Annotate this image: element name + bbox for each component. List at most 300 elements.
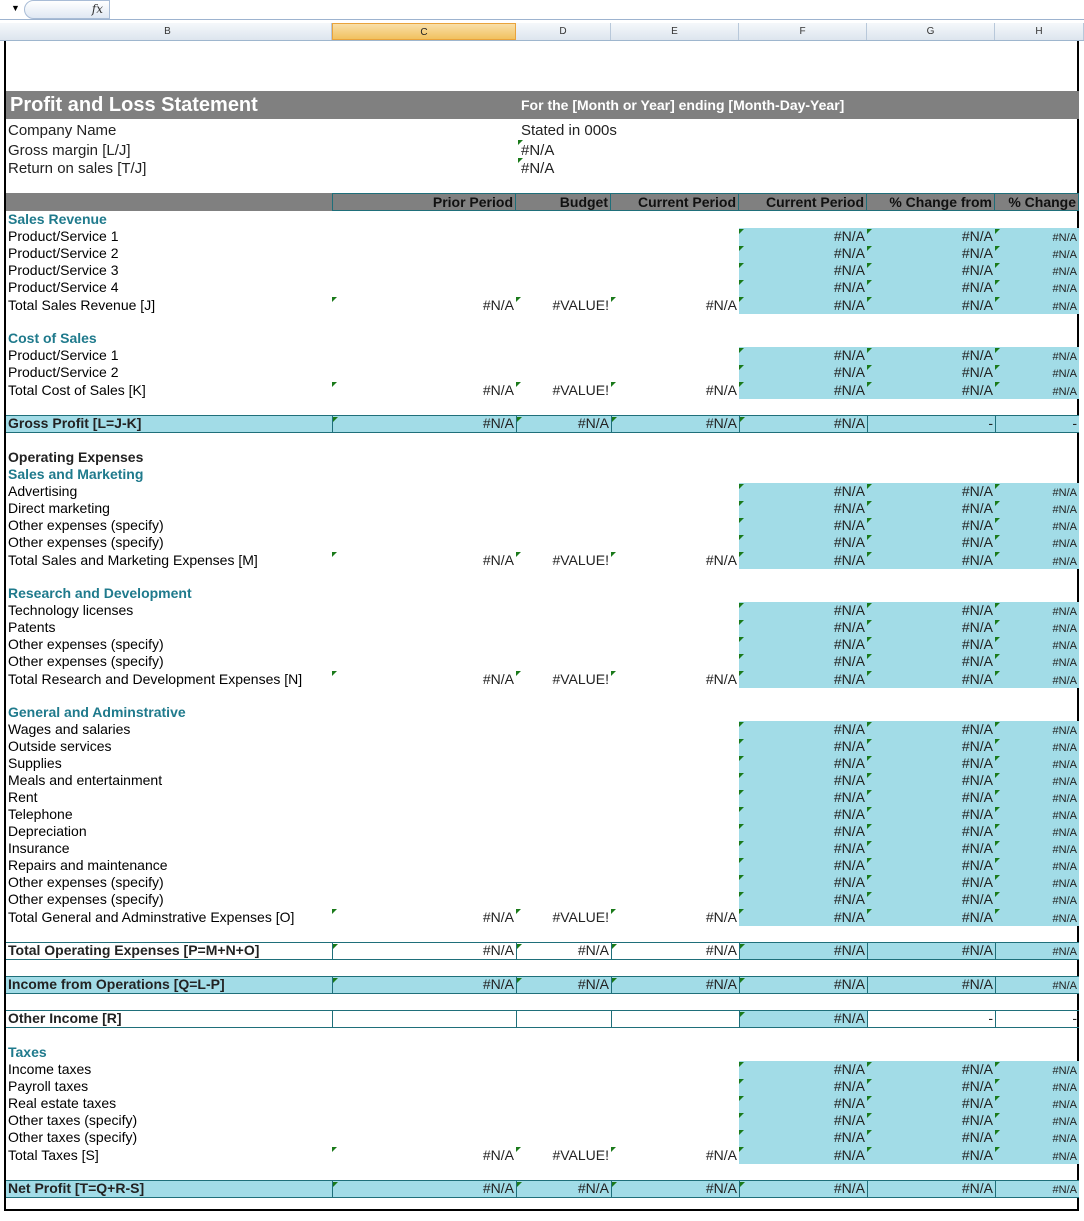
cell-g[interactable]: #N/A <box>867 806 995 823</box>
cell-e[interactable] <box>611 1011 739 1027</box>
cell-f[interactable]: #N/A <box>739 416 867 432</box>
error-indicator-icon <box>867 909 872 914</box>
cell-g[interactable]: #N/A <box>867 245 995 262</box>
cell-e[interactable]: #N/A <box>611 943 739 959</box>
table-row <box>6 551 1079 569</box>
cell-g[interactable]: #N/A <box>867 857 995 874</box>
cell-f[interactable]: #N/A <box>739 551 867 569</box>
cell-h[interactable]: - <box>995 1011 1079 1027</box>
gross-margin-value[interactable]: #N/A <box>521 142 555 159</box>
cell-c[interactable]: #N/A <box>332 1146 516 1164</box>
error-indicator-icon <box>867 348 872 353</box>
cell-f[interactable]: #N/A <box>739 823 867 840</box>
cell-h[interactable]: #N/A <box>995 1112 1079 1129</box>
error-indicator-icon <box>332 671 337 676</box>
cell-f[interactable]: #N/A <box>739 228 867 245</box>
cell-c[interactable]: #N/A <box>332 943 516 959</box>
error-indicator-icon <box>867 841 872 846</box>
error-indicator-icon <box>739 841 744 846</box>
error-indicator-icon <box>332 552 337 557</box>
cell-c[interactable]: #N/A <box>332 1181 516 1197</box>
error-indicator-icon <box>995 620 1000 625</box>
row-label[interactable]: Cost of Sales <box>8 330 97 346</box>
table-row <box>6 1010 1079 1028</box>
row-label[interactable]: Product/Service 3 <box>8 262 119 278</box>
cell-g[interactable]: #N/A <box>867 874 995 891</box>
cell-f[interactable]: #N/A <box>739 977 867 993</box>
cell-g[interactable]: #N/A <box>867 517 995 534</box>
cell-e[interactable]: #N/A <box>611 296 739 314</box>
table-row <box>6 449 1079 466</box>
cell-f[interactable]: #N/A <box>739 653 867 670</box>
cell-f[interactable]: #N/A <box>739 840 867 857</box>
cell-h[interactable]: #N/A <box>995 721 1079 738</box>
insert-function-button[interactable] <box>24 0 110 19</box>
cell-g[interactable]: #N/A <box>867 891 995 908</box>
cell-h[interactable]: #N/A <box>995 1078 1079 1095</box>
error-indicator-icon <box>611 909 616 914</box>
cell-h[interactable]: #N/A <box>995 891 1079 908</box>
table-row <box>6 1180 1079 1198</box>
cell-f[interactable]: #N/A <box>739 1011 867 1027</box>
cell-f[interactable]: #N/A <box>739 636 867 653</box>
cell-g[interactable]: #N/A <box>867 670 995 688</box>
cell-f[interactable]: #N/A <box>739 943 867 959</box>
column-header-f[interactable]: F <box>739 23 867 40</box>
cell-g[interactable]: #N/A <box>867 789 995 806</box>
worksheet[interactable] <box>4 41 1079 1211</box>
error-indicator-icon <box>867 484 872 489</box>
cell-h[interactable]: #N/A <box>995 943 1079 959</box>
error-indicator-icon <box>995 1079 1000 1084</box>
table-row <box>6 466 1079 483</box>
cell-h[interactable]: #N/A <box>995 262 1079 279</box>
row-label[interactable]: Insurance <box>8 840 70 856</box>
error-indicator-icon <box>612 978 617 983</box>
table-row <box>6 500 1079 517</box>
row-label[interactable]: Direct marketing <box>8 500 110 516</box>
cell-g[interactable]: #N/A <box>867 483 995 500</box>
cell-h[interactable]: #N/A <box>995 500 1079 517</box>
row-label[interactable]: Total Operating Expenses [P=M+N+O] <box>8 942 260 958</box>
cell-h[interactable]: #N/A <box>995 483 1079 500</box>
cell-c[interactable]: #N/A <box>332 977 516 993</box>
cell-h[interactable]: #N/A <box>995 245 1079 262</box>
cell-h[interactable]: #N/A <box>995 772 1079 789</box>
cell-c[interactable]: #N/A <box>332 296 516 314</box>
blank-row <box>6 688 1079 704</box>
cell-h[interactable]: #N/A <box>995 636 1079 653</box>
name-box-dropdown-icon[interactable]: ▼ <box>11 3 20 13</box>
gross-margin-label: Gross margin [L/J] <box>8 142 131 159</box>
table-row <box>6 1078 1079 1095</box>
column-header-e[interactable]: E <box>611 23 739 40</box>
cell-h[interactable]: #N/A <box>995 534 1079 551</box>
error-indicator-icon <box>995 654 1000 659</box>
row-label[interactable]: Total Sales Revenue [J] <box>8 297 156 313</box>
cell-g[interactable]: #N/A <box>867 296 995 314</box>
cell-d[interactable]: #VALUE! <box>516 296 611 314</box>
cell-f[interactable]: #N/A <box>739 619 867 636</box>
table-row <box>6 534 1079 551</box>
row-label[interactable]: Product/Service 1 <box>8 347 119 363</box>
error-indicator-icon <box>612 417 617 422</box>
error-indicator-icon <box>739 892 744 897</box>
cell-g[interactable]: #N/A <box>867 1061 995 1078</box>
cell-h[interactable]: - <box>995 416 1079 432</box>
cell-g[interactable]: #N/A <box>867 534 995 551</box>
row-label[interactable]: Outside services <box>8 738 112 754</box>
error-indicator-icon <box>611 552 616 557</box>
column-header-b[interactable]: B <box>4 23 332 40</box>
table-row <box>6 211 1079 228</box>
cell-h[interactable]: #N/A <box>995 653 1079 670</box>
statement-rows <box>6 211 1079 1198</box>
error-indicator-icon <box>867 824 872 829</box>
fx-icon: fx <box>91 2 103 16</box>
cell-d[interactable]: #N/A <box>516 943 611 959</box>
cell-h[interactable]: #N/A <box>995 1095 1079 1112</box>
table-row <box>6 738 1079 755</box>
cell-f[interactable]: #N/A <box>739 721 867 738</box>
cell-h[interactable]: #N/A <box>995 755 1079 772</box>
cell-g[interactable]: #N/A <box>867 1112 995 1129</box>
error-indicator-icon <box>611 1147 616 1152</box>
cell-g[interactable]: #N/A <box>867 721 995 738</box>
cell-g[interactable]: #N/A <box>867 1146 995 1164</box>
cell-g[interactable]: #N/A <box>867 823 995 840</box>
error-indicator-icon <box>739 807 744 812</box>
cell-g[interactable]: #N/A <box>867 977 995 993</box>
cell-f[interactable]: #N/A <box>739 857 867 874</box>
error-indicator-icon <box>995 807 1000 812</box>
error-indicator-icon <box>739 1079 744 1084</box>
cell-g[interactable]: #N/A <box>867 943 995 959</box>
blank-row <box>6 994 1079 1010</box>
error-indicator-icon <box>739 229 744 234</box>
row-label[interactable]: Total Research and Development Expenses [N] <box>8 671 303 687</box>
cell-g[interactable]: #N/A <box>867 636 995 653</box>
error-indicator-icon <box>995 637 1000 642</box>
cell-f[interactable]: #N/A <box>739 806 867 823</box>
cell-g[interactable]: #N/A <box>867 1181 995 1197</box>
row-label[interactable]: Income from Operations [Q=L-P] <box>8 976 225 992</box>
column-header-c[interactable]: C <box>332 23 516 40</box>
cell-g[interactable]: #N/A <box>867 840 995 857</box>
cell-f[interactable]: #N/A <box>739 517 867 534</box>
error-indicator-icon <box>995 280 1000 285</box>
error-indicator-icon <box>739 603 744 608</box>
row-label[interactable]: Operating Expenses <box>8 449 144 465</box>
return-on-sales-value[interactable]: #N/A <box>521 160 555 177</box>
cell-h[interactable]: #N/A <box>995 1146 1079 1164</box>
cell-g[interactable]: #N/A <box>867 228 995 245</box>
row-label[interactable]: Wages and salaries <box>8 721 131 737</box>
cell-f[interactable]: #N/A <box>739 500 867 517</box>
cell-f[interactable]: #N/A <box>739 755 867 772</box>
row-label[interactable]: Advertising <box>8 483 78 499</box>
row-label[interactable]: Depreciation <box>8 823 87 839</box>
cell-e[interactable]: #N/A <box>611 977 739 993</box>
cell-f[interactable]: #N/A <box>739 1181 867 1197</box>
blank-row <box>6 960 1079 976</box>
table-row <box>6 364 1079 381</box>
cell-g[interactable]: #N/A <box>867 500 995 517</box>
row-label[interactable]: Research and Development <box>8 585 192 601</box>
cell-h[interactable]: #N/A <box>995 228 1079 245</box>
cell-g[interactable]: #N/A <box>867 364 995 381</box>
cell-f[interactable]: #N/A <box>739 874 867 891</box>
column-header-d[interactable]: D <box>516 23 611 40</box>
error-indicator-icon <box>867 654 872 659</box>
row-label[interactable]: Total Sales and Marketing Expenses [M] <box>8 552 258 568</box>
cell-f[interactable]: #N/A <box>739 1129 867 1146</box>
cell-c[interactable]: #N/A <box>332 551 516 569</box>
row-label[interactable]: Other expenses (specify) <box>8 653 164 669</box>
error-indicator-icon <box>611 671 616 676</box>
table-row <box>6 228 1079 245</box>
error-indicator-icon <box>867 246 872 251</box>
column-header-g[interactable]: G <box>867 23 995 40</box>
row-label[interactable]: Rent <box>8 789 38 805</box>
error-indicator-icon <box>867 365 872 370</box>
cell-f[interactable]: #N/A <box>739 1112 867 1129</box>
error-indicator-icon <box>516 382 521 387</box>
cell-h[interactable]: #N/A <box>995 857 1079 874</box>
cell-g[interactable]: #N/A <box>867 772 995 789</box>
table-row <box>6 653 1079 670</box>
row-label[interactable]: Product/Service 2 <box>8 245 119 261</box>
error-indicator-icon <box>517 417 522 422</box>
cell-h[interactable]: #N/A <box>995 602 1079 619</box>
table-row <box>6 1044 1079 1061</box>
cell-d[interactable]: #VALUE! <box>516 381 611 399</box>
cell-h[interactable]: #N/A <box>995 296 1079 314</box>
cell-h[interactable]: #N/A <box>995 279 1079 296</box>
column-header-h[interactable]: H <box>995 23 1084 40</box>
cell-h[interactable]: #N/A <box>995 347 1079 364</box>
row-label[interactable]: Other Income [R] <box>8 1010 122 1026</box>
cell-g[interactable]: #N/A <box>867 1129 995 1146</box>
error-indicator-icon <box>333 417 338 422</box>
cell-c[interactable] <box>332 1011 516 1027</box>
cell-h[interactable]: #N/A <box>995 823 1079 840</box>
row-label[interactable]: General and Adminstrative <box>8 704 186 720</box>
cell-f[interactable]: #N/A <box>739 262 867 279</box>
error-indicator-icon <box>867 756 872 761</box>
cell-f[interactable]: #N/A <box>739 670 867 688</box>
error-indicator-icon <box>867 280 872 285</box>
row-label[interactable]: Technology licenses <box>8 602 134 618</box>
cell-g[interactable]: #N/A <box>867 551 995 569</box>
cell-e[interactable]: #N/A <box>611 908 739 926</box>
cell-f[interactable]: #N/A <box>739 347 867 364</box>
cell-h[interactable]: #N/A <box>995 806 1079 823</box>
cell-g[interactable]: #N/A <box>867 381 995 399</box>
error-indicator-icon <box>867 722 872 727</box>
cell-g[interactable]: #N/A <box>867 602 995 619</box>
row-label[interactable]: Sales and Marketing <box>8 466 144 482</box>
row-label[interactable]: Payroll taxes <box>8 1078 89 1094</box>
cell-d[interactable] <box>516 1011 611 1027</box>
row-label[interactable]: Total Cost of Sales [K] <box>8 382 146 398</box>
error-indicator-icon <box>739 263 744 268</box>
error-indicator-icon <box>516 671 521 676</box>
table-row <box>6 721 1079 738</box>
cell-f[interactable]: #N/A <box>739 1078 867 1095</box>
cell-e[interactable]: #N/A <box>611 1146 739 1164</box>
error-indicator-icon <box>867 535 872 540</box>
row-label[interactable]: Other expenses (specify) <box>8 874 164 890</box>
error-indicator-icon <box>739 620 744 625</box>
cell-h[interactable]: #N/A <box>995 1181 1079 1197</box>
cell-f[interactable]: #N/A <box>739 245 867 262</box>
error-indicator-icon <box>995 229 1000 234</box>
cell-g[interactable]: #N/A <box>867 262 995 279</box>
cell-d[interactable]: #N/A <box>516 416 611 432</box>
return-on-sales-label: Return on sales [T/J] <box>8 160 147 177</box>
cell-d[interactable]: #VALUE! <box>516 551 611 569</box>
cell-d[interactable]: #VALUE! <box>516 908 611 926</box>
cell-g[interactable]: - <box>867 1011 995 1027</box>
row-label[interactable]: Other expenses (specify) <box>8 636 164 652</box>
cell-f[interactable]: #N/A <box>739 772 867 789</box>
cell-f[interactable]: #N/A <box>739 891 867 908</box>
cell-e[interactable]: #N/A <box>611 551 739 569</box>
error-indicator-icon <box>739 654 744 659</box>
cell-f[interactable]: #N/A <box>739 738 867 755</box>
cell-h[interactable]: #N/A <box>995 364 1079 381</box>
error-indicator-icon <box>739 858 744 863</box>
cell-g[interactable]: #N/A <box>867 653 995 670</box>
cell-h[interactable]: #N/A <box>995 977 1079 993</box>
cell-f[interactable]: #N/A <box>739 789 867 806</box>
cell-g[interactable]: #N/A <box>867 1078 995 1095</box>
row-label[interactable]: Repairs and maintenance <box>8 857 168 873</box>
cell-d[interactable]: #VALUE! <box>516 670 611 688</box>
error-indicator-icon <box>867 603 872 608</box>
cell-f[interactable]: #N/A <box>739 602 867 619</box>
cell-g[interactable]: #N/A <box>867 908 995 926</box>
cell-f[interactable]: #N/A <box>739 279 867 296</box>
table-row <box>6 1129 1079 1146</box>
cell-g[interactable]: #N/A <box>867 755 995 772</box>
row-label[interactable]: Product/Service 4 <box>8 279 119 295</box>
cell-h[interactable]: #N/A <box>995 1129 1079 1146</box>
row-label[interactable]: Product/Service 2 <box>8 364 119 380</box>
cell-f[interactable]: #N/A <box>739 1061 867 1078</box>
error-indicator-icon <box>332 297 337 302</box>
cell-h[interactable]: #N/A <box>995 381 1079 399</box>
row-label[interactable]: Income taxes <box>8 1061 92 1077</box>
row-label[interactable]: Product/Service 1 <box>8 228 119 244</box>
row-label[interactable]: Total Taxes [S] <box>8 1147 99 1163</box>
row-label[interactable]: Gross Profit [L=J-K] <box>8 415 142 431</box>
cell-h[interactable]: #N/A <box>995 517 1079 534</box>
cell-g[interactable]: #N/A <box>867 619 995 636</box>
row-label[interactable]: Sales Revenue <box>8 211 107 227</box>
cell-h[interactable]: #N/A <box>995 840 1079 857</box>
error-indicator-icon <box>739 739 744 744</box>
statement-title: Profit and Loss Statement <box>10 94 258 116</box>
cell-f[interactable]: #N/A <box>739 908 867 926</box>
row-label[interactable]: Other taxes (specify) <box>8 1112 138 1128</box>
cell-g[interactable]: #N/A <box>867 279 995 296</box>
cell-f[interactable]: #N/A <box>739 1095 867 1112</box>
error-indicator-icon <box>995 909 1000 914</box>
cell-g[interactable]: - <box>867 416 995 432</box>
cell-d[interactable]: #VALUE! <box>516 1146 611 1164</box>
cell-f[interactable]: #N/A <box>739 483 867 500</box>
cell-h[interactable]: #N/A <box>995 1061 1079 1078</box>
cell-e[interactable]: #N/A <box>611 381 739 399</box>
cell-e[interactable]: #N/A <box>611 1181 739 1197</box>
cell-f[interactable]: #N/A <box>739 381 867 399</box>
cell-h[interactable]: #N/A <box>995 551 1079 569</box>
error-indicator-icon <box>867 858 872 863</box>
cell-g[interactable]: #N/A <box>867 738 995 755</box>
cell-f[interactable]: #N/A <box>739 296 867 314</box>
error-indicator-icon <box>611 297 616 302</box>
cell-d[interactable]: #N/A <box>516 1181 611 1197</box>
row-label[interactable]: Patents <box>8 619 56 635</box>
error-indicator-icon <box>995 535 1000 540</box>
cell-c[interactable]: #N/A <box>332 908 516 926</box>
cell-c[interactable]: #N/A <box>332 381 516 399</box>
cell-h[interactable]: #N/A <box>995 874 1079 891</box>
row-label[interactable]: Other expenses (specify) <box>8 517 164 533</box>
error-indicator-icon <box>517 978 522 983</box>
row-label[interactable]: Other expenses (specify) <box>8 891 164 907</box>
cell-h[interactable]: #N/A <box>995 619 1079 636</box>
header--change-from: % Change from <box>867 193 995 211</box>
cell-h[interactable]: #N/A <box>995 670 1079 688</box>
cell-g[interactable]: #N/A <box>867 1095 995 1112</box>
cell-f[interactable]: #N/A <box>739 534 867 551</box>
table-row <box>6 789 1079 806</box>
cell-c[interactable]: #N/A <box>332 416 516 432</box>
cell-h[interactable]: #N/A <box>995 789 1079 806</box>
cell-h[interactable]: #N/A <box>995 738 1079 755</box>
cell-g[interactable]: #N/A <box>867 347 995 364</box>
row-label[interactable]: Net Profit [T=Q+R-S] <box>8 1180 145 1196</box>
error-indicator-icon <box>995 671 1000 676</box>
row-label[interactable]: Total General and Adminstrative Expenses [O] <box>8 909 295 925</box>
cell-e[interactable]: #N/A <box>611 670 739 688</box>
row-label[interactable]: Real estate taxes <box>8 1095 117 1111</box>
stated-in: Stated in 000s <box>521 122 617 139</box>
row-label[interactable]: Telephone <box>8 806 73 822</box>
cell-c[interactable]: #N/A <box>332 670 516 688</box>
period-subtitle[interactable]: For the [Month or Year] ending [Month-Day-Year] <box>521 97 845 113</box>
row-label[interactable]: Other expenses (specify) <box>8 534 164 550</box>
error-indicator-icon <box>995 892 1000 897</box>
row-label[interactable]: Supplies <box>8 755 62 771</box>
cell-f[interactable]: #N/A <box>739 1146 867 1164</box>
error-indicator-icon <box>995 518 1000 523</box>
error-indicator-icon <box>333 944 338 949</box>
row-label[interactable]: Meals and entertainment <box>8 772 163 788</box>
row-label[interactable]: Other taxes (specify) <box>8 1129 138 1145</box>
cell-d[interactable]: #N/A <box>516 977 611 993</box>
cell-h[interactable]: #N/A <box>995 908 1079 926</box>
company-name[interactable]: Company Name <box>8 122 117 139</box>
row-label[interactable]: Taxes <box>8 1044 47 1060</box>
error-indicator-icon <box>517 1182 522 1187</box>
error-indicator-icon <box>995 501 1000 506</box>
cell-e[interactable]: #N/A <box>611 416 739 432</box>
cell-f[interactable]: #N/A <box>739 364 867 381</box>
